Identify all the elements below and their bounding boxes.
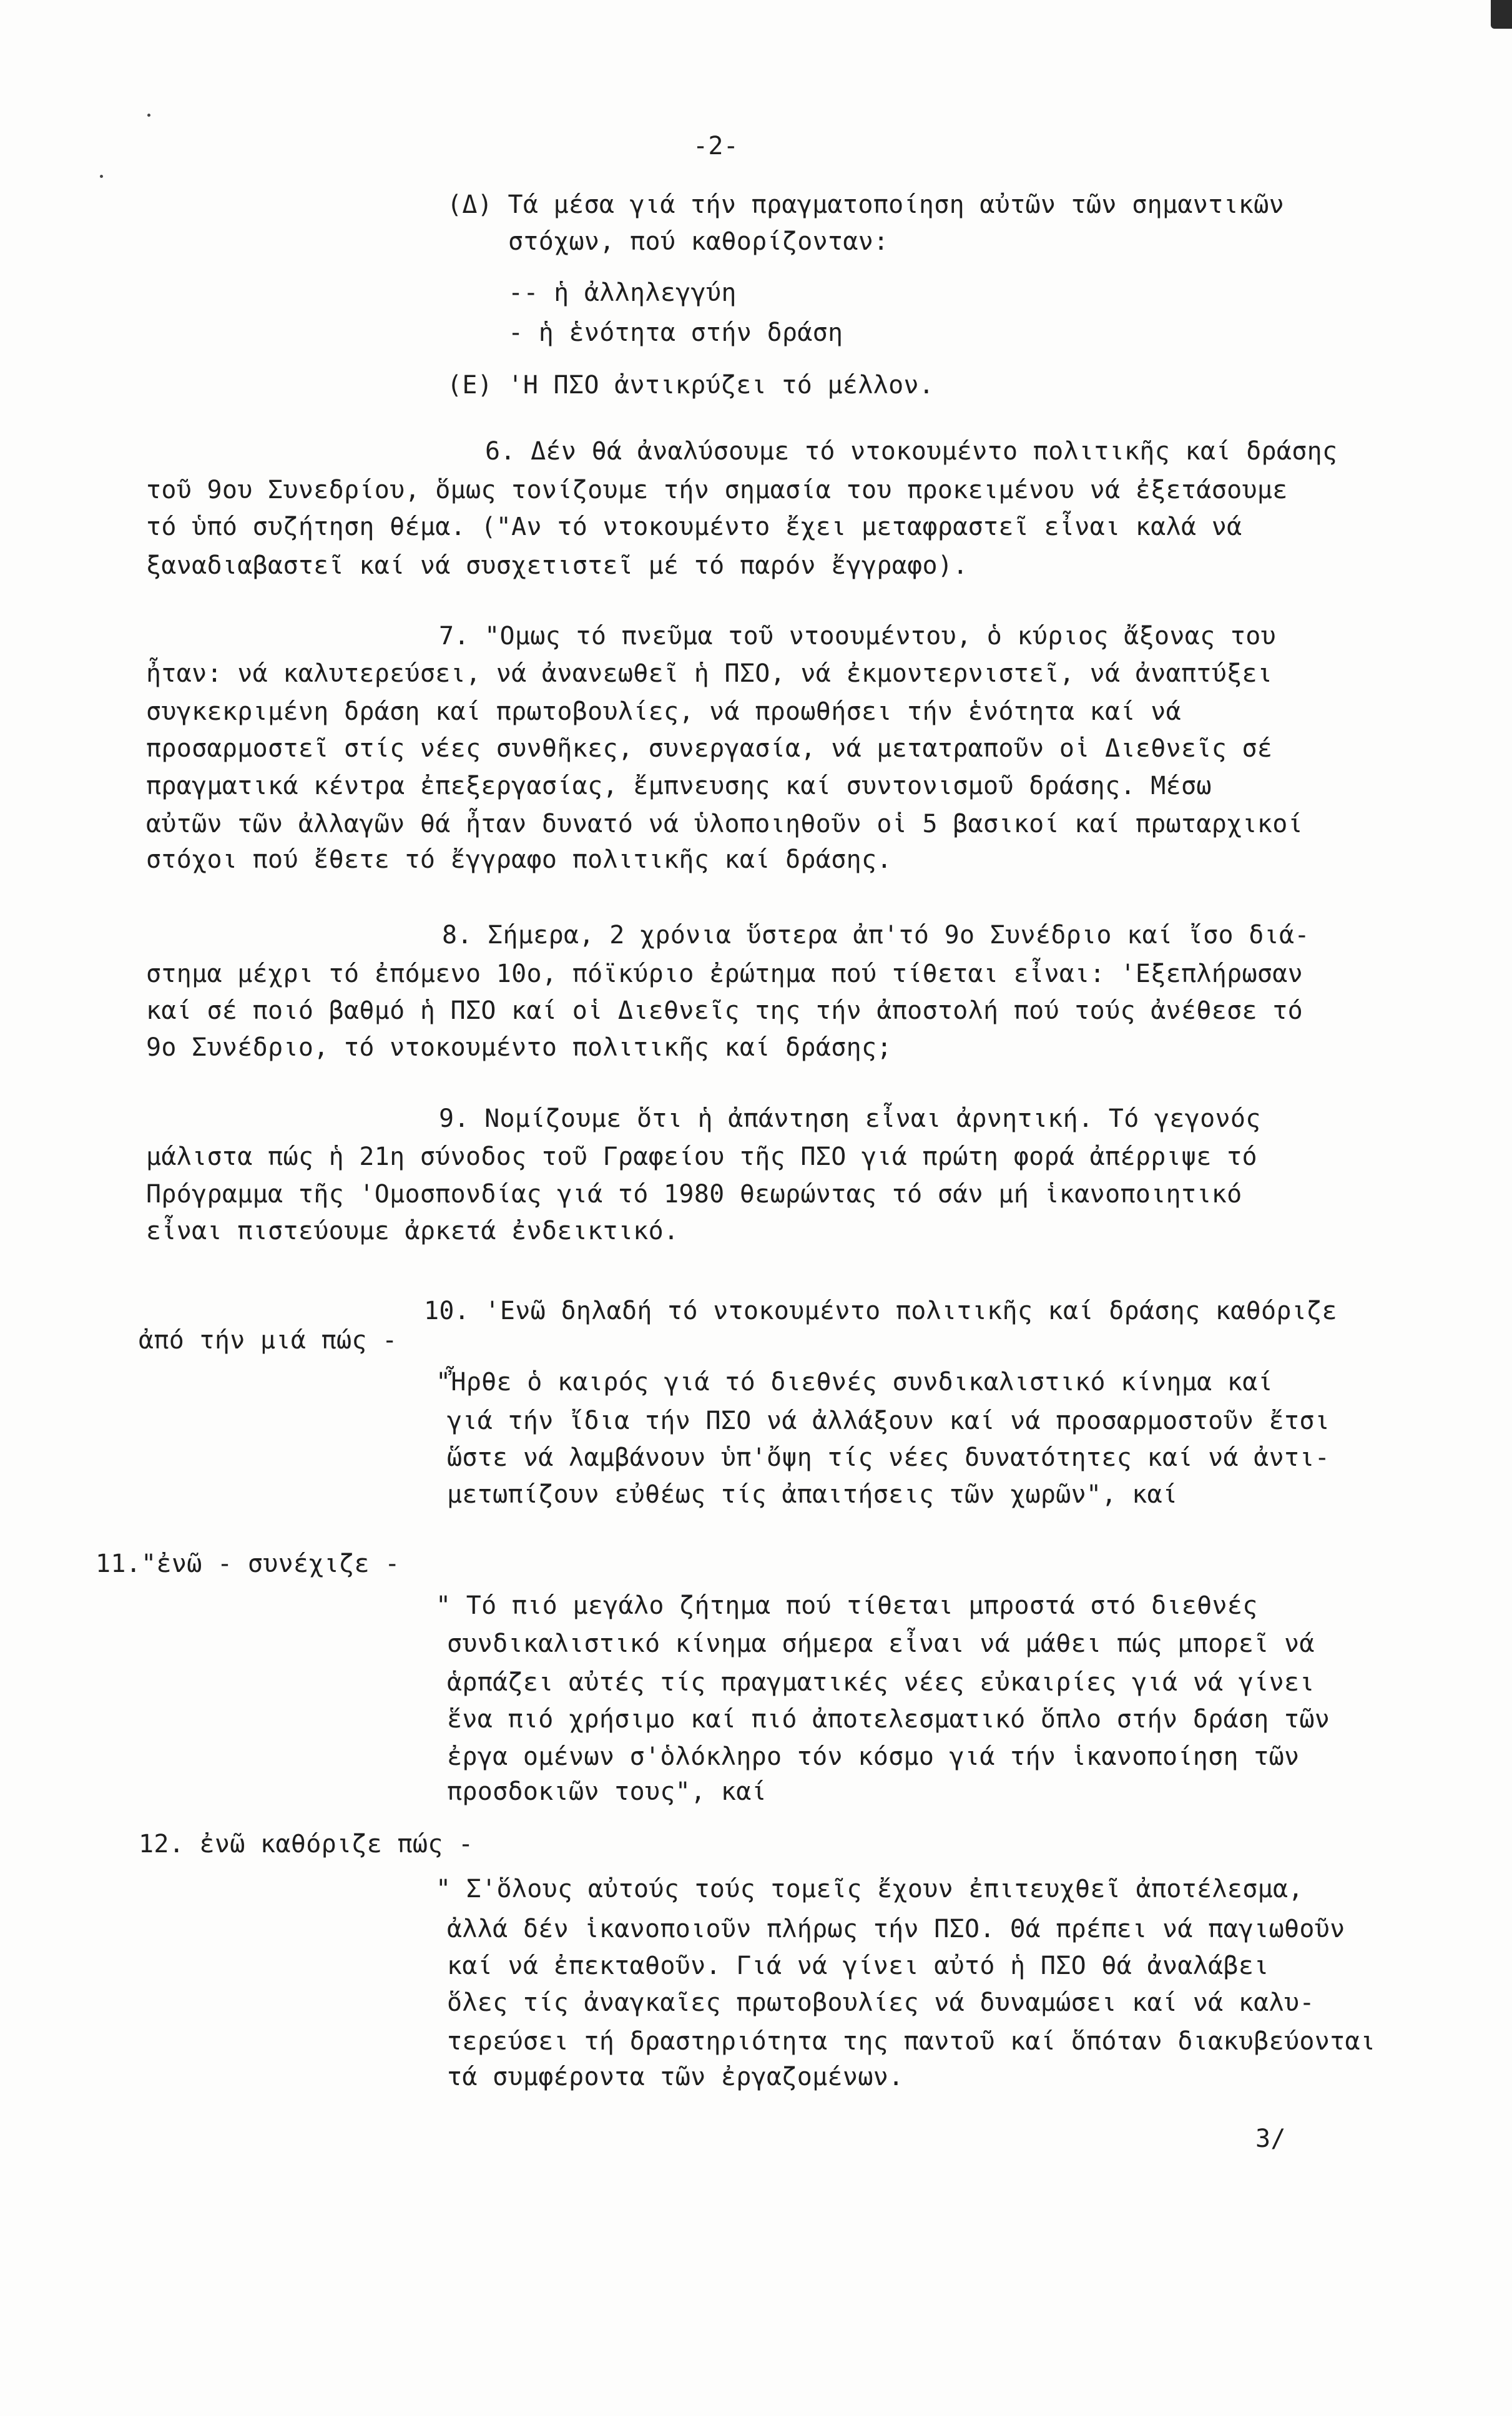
scan-artifact xyxy=(1491,0,1512,29)
bullet-item: - ἡ ἑνότητα στήν δράση xyxy=(508,318,843,347)
paragraph-11-quote-line: ἁρπάζει αὐτές τίς πραγματικές νέες εὐκαιρίες γιά νά γίνει xyxy=(447,1668,1315,1697)
paragraph-11-quote-line: ἕνα πιό χρήσιμο καί πιό ἀποτελεσματικό ὅπλο στήν δράση τῶν xyxy=(447,1705,1330,1734)
scan-speck xyxy=(100,175,103,178)
paragraph-7-line: προσαρμοστεῖ στίς νέες συνθῆκες, συνεργασία, νά μετατραποῦν οἱ Διεθνεῖς σέ xyxy=(146,734,1273,763)
section-d-line: (Δ) Τά μέσα γιά τήν πραγματοποίηση αὐτῶν τῶν σημαντικῶν xyxy=(447,190,1285,219)
paragraph-10-quote-line: μετωπίζουν εὐθέως τίς ἀπαιτήσεις τῶν χωρῶν", καί xyxy=(447,1480,1178,1509)
paragraph-6-line: τό ὑπό συζήτηση θέμα. ("Αν τό ντοκουμέντο ἔχει μεταφραστεῖ εἶναι καλά νά xyxy=(146,513,1242,541)
paragraph-7-line: 7. "Ομως τό πνεῦμα τοῦ ντοουμέντου, ὁ κύριος ἄξονας του xyxy=(439,622,1277,651)
paragraph-11-quote-line: " Τό πιό μεγάλο ζήτημα πού τίθεται μπροστά στό διεθνές xyxy=(436,1591,1258,1620)
paragraph-12-quote-line: καί νά ἐπεκταθοῦν. Γιά νά γίνει αὐτό ἡ ΠΣΟ θά ἀναλάβει xyxy=(447,1952,1269,1980)
paragraph-12-quote-line: ὅλες τίς ἀναγκαῖες πρωτοβουλίες νά δυναμώσει καί νά καλυ- xyxy=(447,1988,1315,2017)
paragraph-10-lead: ἀπό τήν μιά πώς - xyxy=(139,1326,398,1355)
paragraph-12-lead: 12. ἐνῶ καθόριζε πώς - xyxy=(139,1830,474,1859)
paragraph-7-line: αὐτῶν τῶν ἀλλαγῶν θά ἦταν δυνατό νά ὑλοποιηθοῦν οἱ 5 βασικοί καί πρωταρχικοί xyxy=(146,810,1303,838)
paragraph-11-quote-line: ἐργα ομένων σ'ὁλόκληρο τόν κόσμο γιά τήν ἱκανοποίηση τῶν xyxy=(447,1742,1300,1771)
paragraph-6-line: 6. Δέν θά ἀναλύσουμε τό ντοκουμέντο πολιτικῆς καί δράσης xyxy=(485,437,1338,466)
paragraph-7-line: συγκεκριμένη δράση καί πρωτοβουλίες, νά προωθήσει τήν ἑνότητα καί νά xyxy=(146,697,1181,726)
paragraph-12-quote-line: τερεύσει τή δραστηριότητα της παντοῦ καί ὅπόταν διακυβεύονται xyxy=(447,2027,1376,2056)
continuation-marker: 3/ xyxy=(1255,2124,1286,2153)
bullet-item: -- ἡ ἀλληλεγγύη xyxy=(508,278,737,307)
paragraph-7-line: στόχοι πού ἔθετε τό ἔγγραφο πολιτικῆς καί δράσης. xyxy=(146,845,892,874)
paragraph-8-line: στημα μέχρι τό ἐπόμενο 10ο, πόϊκύριο ἐρώτημα πού τίθεται εἶναι: 'Εξεπλήρωσαν xyxy=(146,960,1303,988)
paragraph-10-quote-line: "Ἦρθε ὁ καιρός γιά τό διεθνές συνδικαλιστικό κίνημα καί xyxy=(436,1368,1274,1397)
paragraph-12-quote-line: τά συμφέροντα τῶν ἐργαζομένων. xyxy=(447,2063,904,2091)
paragraph-10-quote-line: γιά τήν ἴδια τήν ΠΣΟ νά ἀλλάξουν καί νά προσαρμοστοῦν ἔτσι xyxy=(447,1407,1330,1435)
paragraph-6-line: ξαναδιαβαστεῖ καί νά συσχετιστεῖ μέ τό παρόν ἔγγραφο). xyxy=(146,551,968,580)
scan-speck xyxy=(147,114,150,117)
paragraph-9-line: μάλιστα πώς ἡ 21η σύνοδος τοῦ Γραφείου τῆς ΠΣΟ γιά πρώτη φορά ἀπέρριψε τό xyxy=(146,1142,1257,1171)
paragraph-6-line: τοῦ 9ου Συνεδρίου, ὅμως τονίζουμε τήν σημασία του προκειμένου νά ἐξετάσουμε xyxy=(146,476,1288,504)
paragraph-7-line: ἦταν: νά καλυτερεύσει, νά ἀνανεωθεῖ ἡ ΠΣΟ, νά ἐκμοντερνιστεῖ, νά ἀναπτύξει xyxy=(146,659,1273,688)
paragraph-8-line: 8. Σήμερα, 2 χρόνια ὕστερα ἀπ'τό 9ο Συνέδριο καί ἴσο διά- xyxy=(442,921,1310,950)
section-d-line: στόχων, πού καθορίζονταν: xyxy=(508,227,889,256)
paragraph-12-quote-line: ἀλλά δέν ἱκανοποιοῦν πλήρως τήν ΠΣΟ. Θά πρέπει νά παγιωθοῦν xyxy=(447,1915,1345,1943)
paragraph-11-lead: 11."ἐνῶ - συνέχιζε - xyxy=(96,1549,400,1578)
paragraph-9-line: 9. Νομίζουμε ὅτι ἡ ἀπάντηση εἶναι ἀρνητική. Τό γεγονός xyxy=(439,1104,1261,1133)
page-number: -2- xyxy=(693,132,739,160)
paragraph-10-quote-line: ὥστε νά λαμβάνουν ὑπ'ὄψη τίς νέες δυνατότητες καί νά ἀντι- xyxy=(447,1443,1330,1472)
paragraph-11-quote-line: προσδοκιῶν τους", καί xyxy=(447,1777,767,1806)
section-e-line: (Ε) 'Η ΠΣΟ ἀντικρύζει τό μέλλον. xyxy=(447,371,935,400)
paragraph-8-line: καί σέ ποιό βαθμό ἡ ΠΣΟ καί οἱ Διεθνεῖς της τήν ἀποστολή πού τούς ἀνέθεσε τό xyxy=(146,996,1303,1025)
paragraph-10-line: 10. 'Ενῶ δηλαδή τό ντοκουμέντο πολιτικῆς καί δράσης καθόριζε xyxy=(424,1297,1337,1325)
paragraph-8-line: 9ο Συνέδριο, τό ντοκουμέντο πολιτικῆς καί δράσης; xyxy=(146,1033,892,1062)
paragraph-7-line: πραγματικά κέντρα ἐπεξεργασίας, ἔμπνευσης καί συντονισμοῦ δράσης. Μέσω xyxy=(146,772,1212,800)
paragraph-12-quote-line: " Σ'ὅλους αὐτούς τούς τομεῖς ἔχουν ἐπιτευχθεῖ ἀποτέλεσμα, xyxy=(436,1875,1303,1903)
paragraph-9-line: Πρόγραμμα τῆς 'Ομοσπονδίας γιά τό 1980 θεωρώντας τό σάν μή ἱκανοποιητικό xyxy=(146,1180,1242,1209)
paragraph-11-quote-line: συνδικαλιστικό κίνημα σήμερα εἶναι νά μάθει πώς μπορεῖ νά xyxy=(447,1629,1315,1658)
paragraph-9-line: εἶναι πιστεύουμε ἀρκετά ἐνδεικτικό. xyxy=(146,1217,679,1245)
